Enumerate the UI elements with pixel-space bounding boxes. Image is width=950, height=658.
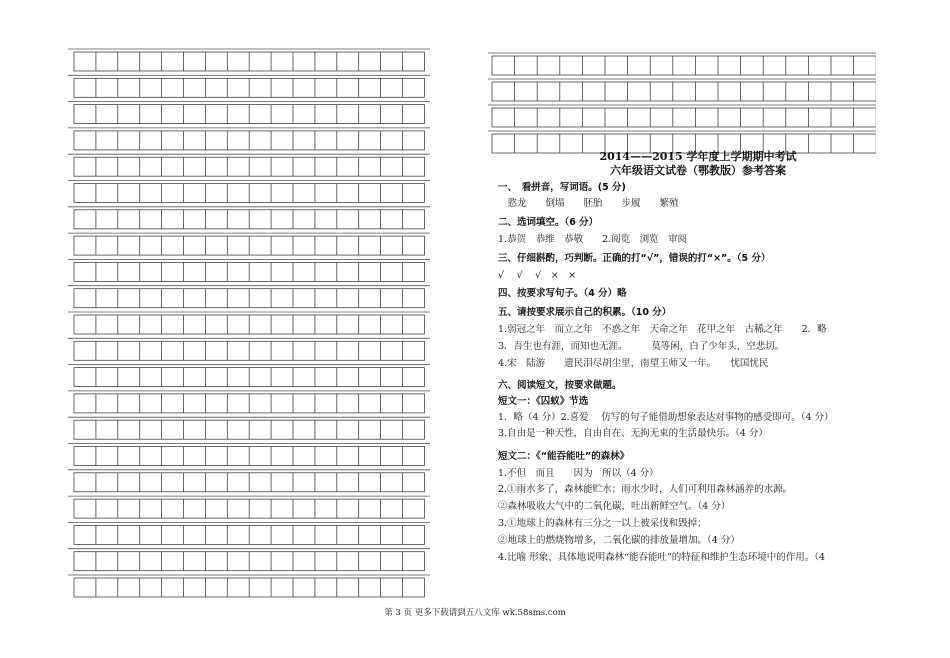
answer-line: 3.自由是一种天性，自由自在、无拘无束的生活最快乐。（4 分） bbox=[498, 427, 768, 439]
answer-line: ②地球上的燃烧物增多，二氧化碳的排放量增加。（4 分） bbox=[498, 534, 740, 546]
answer-line: 1．略（4 分）2.喜爱 仿写的句子能借助想象表达对事物的感受即可。（4 分） bbox=[498, 412, 834, 424]
answer-line: 2.①雨水多了，森林能贮水；雨水少时，人们可利用森林涵养的水源。 bbox=[498, 484, 793, 496]
section-heading: 二、选词填空。（6 分） bbox=[498, 217, 599, 229]
answer-line: 3.①地球上的森林有三分之一以上被采伐和毁掉； bbox=[498, 517, 707, 529]
grid-row bbox=[492, 108, 876, 127]
answer-line: 3．吾生也有涯，而知也无涯。 莫等闲，白了少年头，空悲切。 bbox=[498, 340, 785, 352]
section-heading: 一、 看拼音，写词语。(5 分) bbox=[498, 181, 626, 193]
section-heading: 三、仔细斟酌，巧判断。正确的打“√”，错误的打“×”。（5 分） bbox=[498, 252, 771, 264]
section-heading: 六、阅读短文，按要求做题。 bbox=[498, 380, 622, 392]
answer-line: 1.不但 而且 因为 所以（4 分） bbox=[498, 467, 659, 479]
writing-grid-svg bbox=[68, 48, 430, 602]
answer-key bbox=[498, 150, 898, 564]
section-heading: 五、请按要求展示自己的积累。（10 分） bbox=[498, 307, 672, 319]
answer-line: 1.弱冠之年 而立之年 不惑之年 天命之年 花甲之年 古稀之年 2．略 bbox=[498, 324, 827, 335]
answer-body bbox=[498, 182, 898, 565]
answer-line: ②森林吸收大气中的二氧化碳，吐出新鲜空气。（4 分） bbox=[498, 501, 731, 513]
grid-row bbox=[492, 82, 876, 101]
page-footer: 第 3 页 更多下载请到五八文库 wk.58sms.com bbox=[384, 608, 566, 618]
answer-key-title bbox=[498, 150, 898, 178]
composition-grid-left bbox=[68, 48, 430, 602]
title-line-2: 六年级语文试卷（鄂教版）参考答案 bbox=[610, 163, 786, 177]
answer-line: √ √ √ × × bbox=[498, 269, 577, 281]
answer-line: 1.恭贺 恭维 恭敬 2.阅览 浏览 审阅 bbox=[498, 233, 688, 245]
title-line-1: 2014——2015 学年度上学期期中考试 bbox=[599, 150, 797, 163]
section-heading: 四、按要求写句子。（4 分）略 bbox=[498, 288, 627, 300]
answer-line: 憝龙 倒塌 胚胎 步履 繁殖 bbox=[498, 198, 679, 210]
section-heading: 短文一：《囚蚁》节选 bbox=[498, 396, 589, 408]
writing-grid-svg bbox=[488, 52, 876, 156]
section-heading: 短文二：《“能吞能吐”的森林》 bbox=[498, 450, 630, 462]
grid-row bbox=[492, 56, 876, 75]
composition-grid-right bbox=[488, 52, 876, 156]
answer-line: 4.宋 陆游 遗民泪尽胡尘里，南望王师又一年。 忧国忧民 bbox=[498, 357, 769, 369]
answer-line: 4.比喻 形象、具体地说明森林“能吞能吐”的特征和维护生态环境中的作用。（4 bbox=[498, 551, 826, 563]
